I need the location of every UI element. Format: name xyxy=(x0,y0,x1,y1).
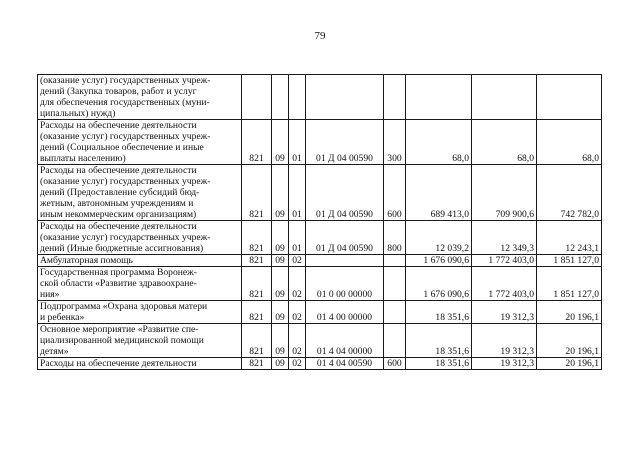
cell-item-name xyxy=(38,267,242,301)
table-row xyxy=(38,221,602,255)
cell-expense-type xyxy=(384,75,406,120)
cell-subsection xyxy=(289,75,306,120)
item-name-line: (оказание услуг) государственных учреж- xyxy=(40,75,211,86)
cell-section: 09 xyxy=(272,324,289,358)
item-name-line: и ребенка» xyxy=(40,312,85,323)
item-name-line: Государственная программа Воронеж- xyxy=(40,267,197,278)
cell-grbs: 821 xyxy=(242,255,272,267)
item-name-line: ской области «Развитие здравоохране- xyxy=(40,278,197,289)
cell-section: 09 xyxy=(272,358,289,370)
cell-target-article: 01 Д 04 00590 xyxy=(306,120,384,165)
cell-subsection: 02 xyxy=(289,267,306,301)
cell-grbs: 821 xyxy=(242,358,272,370)
cell-amount-year3: 20 196,1 xyxy=(537,324,602,358)
cell-target-article xyxy=(306,255,384,267)
item-name-line: детям» xyxy=(40,346,69,357)
cell-expense-type xyxy=(384,267,406,301)
cell-subsection: 01 xyxy=(289,165,306,221)
cell-amount-year2: 1 772 403,0 xyxy=(472,255,537,267)
cell-section: 09 xyxy=(272,255,289,267)
cell-subsection: 02 xyxy=(289,301,306,324)
cell-target-article: 01 4 00 00000 xyxy=(306,301,384,324)
item-name-line: жетным, автономным учреждениям и xyxy=(40,198,194,209)
cell-amount-year2: 19 312,3 xyxy=(472,301,537,324)
cell-amount-year1: 18 351,6 xyxy=(406,358,472,370)
cell-amount-year1: 12 039,2 xyxy=(406,221,472,255)
cell-grbs: 821 xyxy=(242,165,272,221)
cell-expense-type xyxy=(384,324,406,358)
table-row xyxy=(38,165,602,221)
cell-amount-year3: 1 851 127,0 xyxy=(537,255,602,267)
cell-amount-year2 xyxy=(472,75,537,120)
cell-amount-year2: 12 349,3 xyxy=(472,221,537,255)
item-name-line: Расходы на обеспечение деятельности xyxy=(40,120,197,131)
cell-amount-year2: 19 312,3 xyxy=(472,358,537,370)
cell-amount-year3 xyxy=(537,75,602,120)
cell-item-name xyxy=(38,165,242,221)
cell-expense-type xyxy=(384,301,406,324)
cell-target-article: 01 Д 04 00590 xyxy=(306,165,384,221)
cell-grbs: 821 xyxy=(242,221,272,255)
item-name-line: (оказание услуг) государственных учреж- xyxy=(40,176,211,187)
cell-amount-year3: 20 196,1 xyxy=(537,358,602,370)
cell-expense-type: 300 xyxy=(384,120,406,165)
item-name-line: Расходы на обеспечение деятельности xyxy=(40,358,197,369)
item-name-line: дений (Закупка товаров, работ и услуг xyxy=(40,86,197,97)
item-name-line: Амбулаторная помощь xyxy=(40,255,133,266)
cell-expense-type: 600 xyxy=(384,165,406,221)
cell-section: 09 xyxy=(272,120,289,165)
item-name-line: циализированной медицинской помощи xyxy=(40,335,204,346)
cell-section: 09 xyxy=(272,221,289,255)
item-name-line: ципальных) нужд) xyxy=(40,108,116,119)
cell-section: 09 xyxy=(272,267,289,301)
table-row xyxy=(38,324,602,358)
budget-table xyxy=(37,74,602,370)
cell-target-article: 01 4 04 00000 xyxy=(306,324,384,358)
cell-amount-year1: 68,0 xyxy=(406,120,472,165)
cell-amount-year3: 20 196,1 xyxy=(537,301,602,324)
cell-item-name xyxy=(38,301,242,324)
item-name-line: Подпрограмма «Охрана здоровья матери xyxy=(40,301,208,312)
cell-item-name xyxy=(38,324,242,358)
item-name-line: дений (Предоставление субсидий бюд- xyxy=(40,187,200,198)
cell-item-name xyxy=(38,255,242,267)
item-name-line: (оказание услуг) государственных учреж- xyxy=(40,232,211,243)
cell-subsection: 02 xyxy=(289,324,306,358)
cell-amount-year3: 742 782,0 xyxy=(537,165,602,221)
cell-item-name xyxy=(38,75,242,120)
cell-target-article: 01 0 00 00000 xyxy=(306,267,384,301)
cell-subsection: 02 xyxy=(289,255,306,267)
cell-amount-year1 xyxy=(406,75,472,120)
cell-amount-year1: 18 351,6 xyxy=(406,324,472,358)
cell-expense-type: 600 xyxy=(384,358,406,370)
cell-subsection: 01 xyxy=(289,221,306,255)
item-name-line: (оказание услуг) государственных учреж- xyxy=(40,131,211,142)
cell-amount-year3: 68,0 xyxy=(537,120,602,165)
cell-amount-year1: 1 676 090,6 xyxy=(406,267,472,301)
cell-amount-year2: 709 900,6 xyxy=(472,165,537,221)
item-name-line: Расходы на обеспечение деятельности xyxy=(40,165,197,176)
cell-target-article xyxy=(306,75,384,120)
table-row xyxy=(38,255,602,267)
cell-grbs: 821 xyxy=(242,324,272,358)
item-name-line: иным некоммерческим организациям) xyxy=(40,209,197,220)
cell-grbs: 821 xyxy=(242,301,272,324)
table-row xyxy=(38,75,602,120)
cell-item-name xyxy=(38,221,242,255)
cell-expense-type: 800 xyxy=(384,221,406,255)
item-name-line: Расходы на обеспечение деятельности xyxy=(40,221,197,232)
cell-item-name xyxy=(38,358,242,370)
item-name-line: для обеспечения государственных (муни- xyxy=(40,97,210,108)
cell-grbs: 821 xyxy=(242,120,272,165)
cell-grbs: 821 xyxy=(242,267,272,301)
cell-section xyxy=(272,75,289,120)
cell-target-article: 01 4 04 00590 xyxy=(306,358,384,370)
item-name-line: выплаты населению) xyxy=(40,153,126,164)
cell-subsection: 01 xyxy=(289,120,306,165)
cell-amount-year1: 1 676 090,6 xyxy=(406,255,472,267)
cell-amount-year2: 68,0 xyxy=(472,120,537,165)
cell-amount-year3: 1 851 127,0 xyxy=(537,267,602,301)
page-number: 79 xyxy=(314,30,326,42)
item-name-line: дений (Иные бюджетные ассигнования) xyxy=(40,243,204,254)
item-name-line: ния» xyxy=(40,289,60,300)
cell-expense-type xyxy=(384,255,406,267)
cell-item-name xyxy=(38,120,242,165)
table-row xyxy=(38,120,602,165)
table-row xyxy=(38,267,602,301)
cell-amount-year2: 19 312,3 xyxy=(472,324,537,358)
cell-amount-year1: 18 351,6 xyxy=(406,301,472,324)
item-name-line: Основное мероприятие «Развитие спе- xyxy=(40,324,199,335)
cell-amount-year2: 1 772 403,0 xyxy=(472,267,537,301)
cell-section: 09 xyxy=(272,165,289,221)
cell-amount-year3: 12 243,1 xyxy=(537,221,602,255)
table-row xyxy=(38,301,602,324)
cell-grbs xyxy=(242,75,272,120)
table-row xyxy=(38,358,602,370)
cell-subsection: 02 xyxy=(289,358,306,370)
cell-section: 09 xyxy=(272,301,289,324)
table-body xyxy=(38,75,602,370)
item-name-line: дений (Социальное обеспечение и иные xyxy=(40,142,204,153)
cell-target-article: 01 Д 04 00590 xyxy=(306,221,384,255)
cell-amount-year1: 689 413,0 xyxy=(406,165,472,221)
